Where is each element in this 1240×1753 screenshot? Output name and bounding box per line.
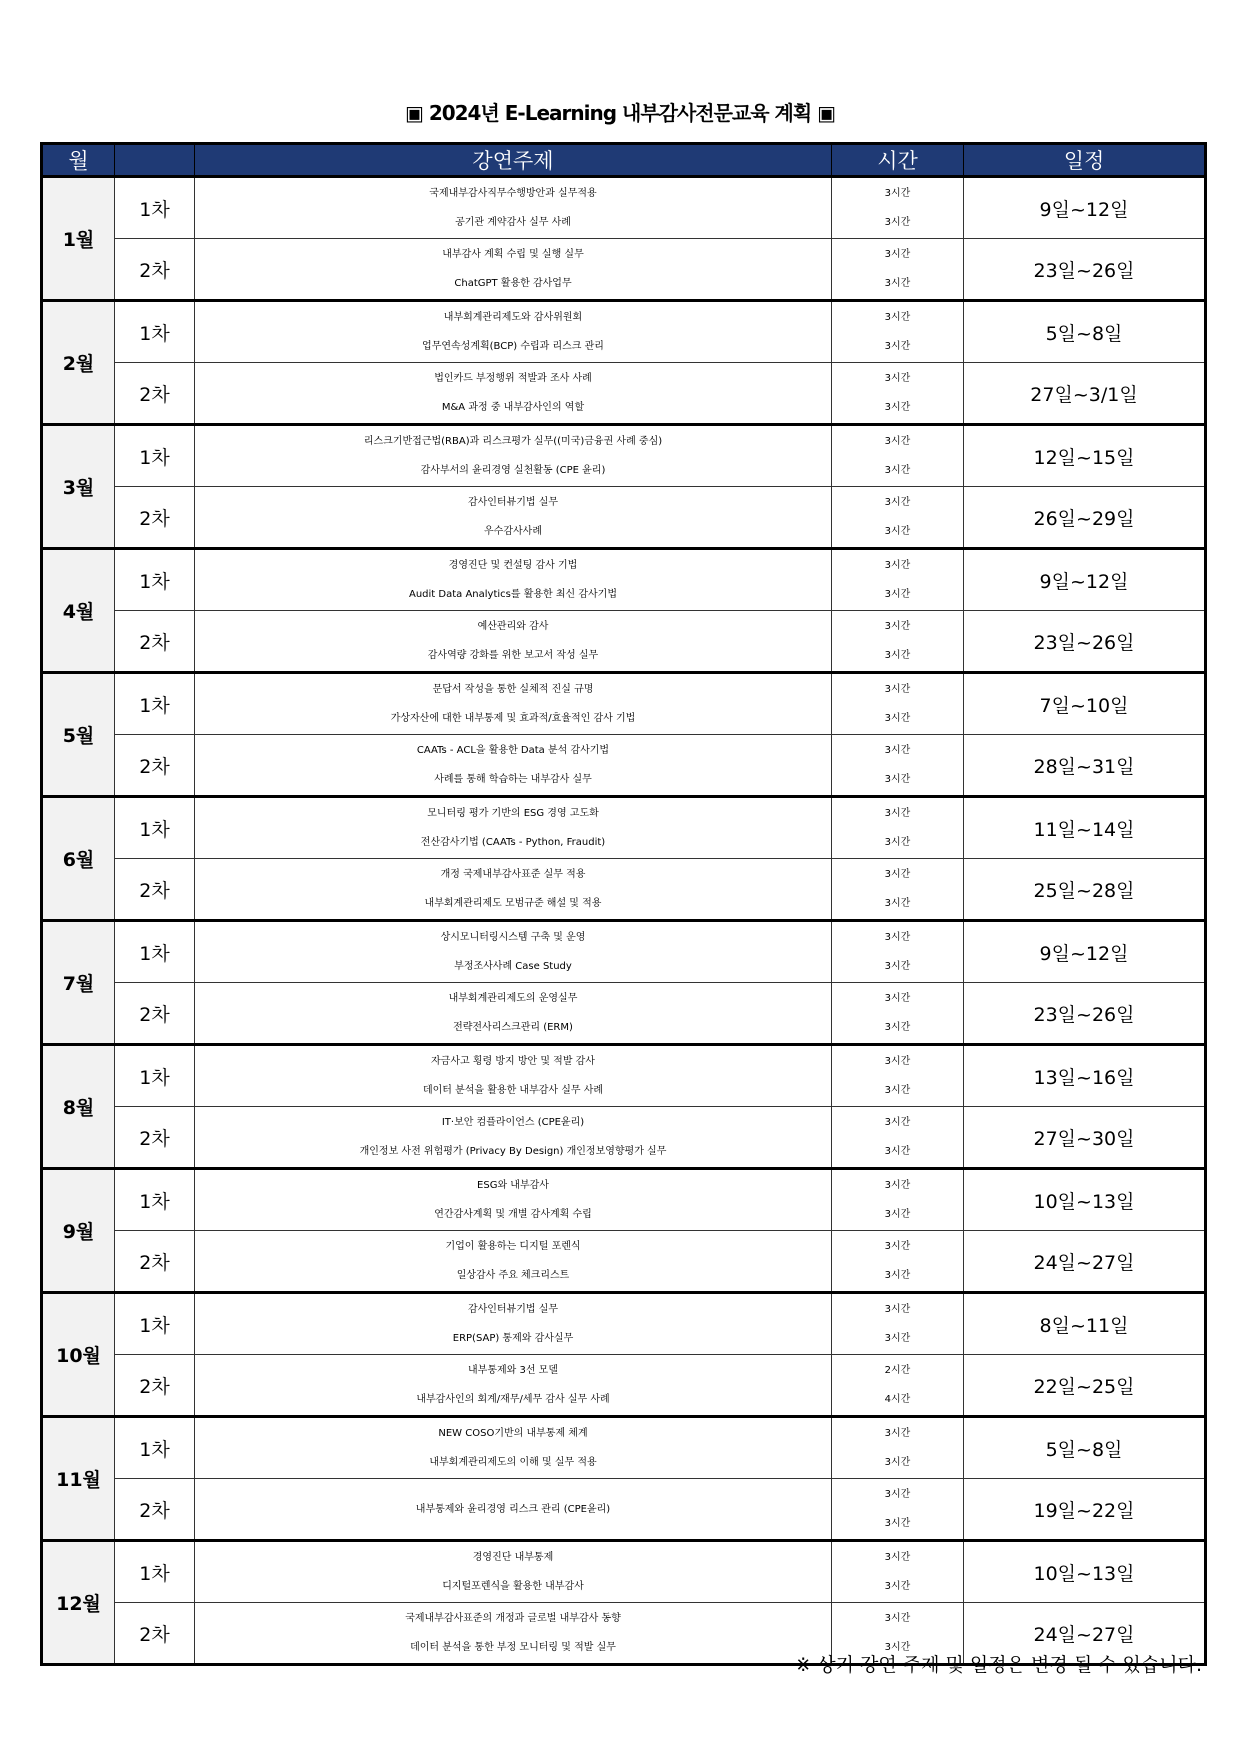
session-cell: 2차 [115, 1479, 195, 1541]
topic-cell [195, 363, 832, 425]
topic-line: 상시모니터링시스템 구축 및 운영 [440, 932, 586, 943]
time-line: 3시간 [884, 774, 911, 785]
time-line: 3시간 [884, 745, 911, 756]
time-cell [832, 177, 964, 239]
session-cell: 2차 [115, 1603, 195, 1665]
session-cell: 1차 [115, 1293, 195, 1355]
time-line: 3시간 [884, 497, 911, 508]
table-row [42, 425, 1206, 487]
topic-cell [195, 611, 832, 673]
session-cell: 2차 [115, 859, 195, 921]
session-cell: 2차 [115, 487, 195, 549]
table-row [42, 487, 1206, 549]
session-cell: 1차 [115, 921, 195, 983]
topic-line: 리스크기반접근법(RBA)과 리스크평가 실무((미국)금융권 사례 중심) [363, 436, 663, 447]
time-cell [832, 487, 964, 549]
date-cell: 12일~15일 [964, 425, 1206, 487]
time-line: 3시간 [884, 1085, 911, 1096]
month-cell: 11월 [42, 1417, 115, 1541]
date-cell: 28일~31일 [964, 735, 1206, 797]
table-row [42, 1169, 1206, 1231]
date-cell: 9일~12일 [964, 549, 1206, 611]
topic-line: 감사부서의 윤리경영 실천활동 (CPE 윤리) [420, 465, 606, 476]
table-row [42, 859, 1206, 921]
date-cell: 5일~8일 [964, 301, 1206, 363]
footnote: ※ 상기 강연 주제 및 일정은 변경 될 수 있습니다. [795, 1654, 1202, 1676]
topic-line: 일상감사 주요 체크리스트 [456, 1270, 570, 1281]
table-row [42, 1107, 1206, 1169]
month-cell: 4월 [42, 549, 115, 673]
topic-cell [195, 1479, 832, 1541]
topic-line: 내부감사인의 회계/재무/세무 감사 실무 사례 [416, 1394, 610, 1405]
session-cell: 2차 [115, 1231, 195, 1293]
time-cell [832, 1107, 964, 1169]
table-row [42, 1479, 1206, 1541]
time-cell [832, 983, 964, 1045]
topic-cell [195, 1169, 832, 1231]
time-cell [832, 301, 964, 363]
table-row [42, 1045, 1206, 1107]
time-cell [832, 1417, 964, 1479]
time-line: 3시간 [884, 589, 911, 600]
date-cell: 8일~11일 [964, 1293, 1206, 1355]
session-cell: 2차 [115, 983, 195, 1045]
time-line: 3시간 [884, 217, 911, 228]
topic-cell [195, 487, 832, 549]
header-schedule: 일정 [964, 144, 1206, 177]
time-line: 3시간 [884, 1333, 911, 1344]
topic-line: 내부감사 계획 수립 및 실행 실무 [442, 249, 584, 260]
table-row [42, 177, 1206, 239]
time-cell [832, 363, 964, 425]
time-line: 3시간 [884, 1304, 911, 1315]
time-line: 3시간 [884, 1489, 911, 1500]
time-line: 3시간 [884, 684, 911, 695]
topic-cell [195, 1107, 832, 1169]
month-cell: 9월 [42, 1169, 115, 1293]
topic-cell [195, 1603, 832, 1665]
time-line: 3시간 [884, 1270, 911, 1281]
session-cell: 1차 [115, 301, 195, 363]
date-cell: 24일~27일 [964, 1603, 1206, 1665]
table-row [42, 363, 1206, 425]
month-cell: 3월 [42, 425, 115, 549]
topic-line: ESG와 내부감사 [477, 1180, 549, 1191]
time-cell [832, 1231, 964, 1293]
table-row [42, 673, 1206, 735]
time-line: 3시간 [884, 249, 911, 260]
time-line: 3시간 [884, 526, 911, 537]
topic-line: M&A 과정 중 내부감사인의 역할 [441, 402, 585, 413]
topic-line: 우수감사사례 [484, 526, 542, 537]
time-line: 3시간 [884, 621, 911, 632]
month-cell: 2월 [42, 301, 115, 425]
time-line: 3시간 [884, 373, 911, 384]
date-cell: 23일~26일 [964, 983, 1206, 1045]
time-line: 3시간 [884, 1117, 911, 1128]
topic-line: 가상자산에 대한 내부통제 및 효과적/효율적인 감사 기법 [390, 713, 636, 724]
topic-line: 자금사고 횡령 방지 방안 및 적발 감사 [431, 1056, 595, 1067]
topic-line: 예산관리와 감사 [477, 621, 549, 632]
session-cell: 1차 [115, 1045, 195, 1107]
time-cell [832, 1293, 964, 1355]
topic-cell [195, 983, 832, 1045]
time-cell [832, 425, 964, 487]
table-row [42, 1541, 1206, 1603]
time-line: 3시간 [884, 837, 911, 848]
topic-cell [195, 177, 832, 239]
time-cell [832, 1355, 964, 1417]
topic-line: 내부통제와 윤리경영 리스크 관리 (CPE윤리) [415, 1503, 611, 1515]
time-line: 3시간 [884, 436, 911, 447]
topic-cell [195, 921, 832, 983]
time-line: 3시간 [884, 1642, 911, 1653]
topic-line: 사례를 통해 학습하는 내부감사 실무 [434, 774, 592, 785]
session-cell: 1차 [115, 1417, 195, 1479]
date-cell: 25일~28일 [964, 859, 1206, 921]
topic-line: ChatGPT 활용한 감사업무 [454, 278, 572, 289]
topic-line: 개정 국제내부감사표준 실무 적용 [440, 869, 586, 880]
topic-line: 감사인터뷰기법 실무 [467, 1304, 559, 1315]
schedule-body [42, 177, 1206, 1665]
topic-line: 내부회계관리제도와 감사위원회 [443, 312, 583, 323]
session-cell: 2차 [115, 611, 195, 673]
time-line: 3시간 [884, 713, 911, 724]
table-row [42, 983, 1206, 1045]
time-cell [832, 239, 964, 301]
month-cell: 5월 [42, 673, 115, 797]
topic-line: 데이터 분석을 통한 부정 모니터링 및 적발 실무 [410, 1642, 616, 1653]
time-line: 3시간 [884, 465, 911, 476]
session-cell: 2차 [115, 735, 195, 797]
topic-line: 문답서 작성을 통한 실체적 진실 규명 [432, 684, 594, 695]
time-line: 3시간 [884, 312, 911, 323]
session-cell: 1차 [115, 673, 195, 735]
topic-cell [195, 301, 832, 363]
session-cell: 2차 [115, 1355, 195, 1417]
topic-cell [195, 1045, 832, 1107]
header-round [115, 144, 195, 177]
time-cell [832, 1479, 964, 1541]
header-row [42, 144, 1206, 177]
table-row [42, 921, 1206, 983]
date-cell: 19일~22일 [964, 1479, 1206, 1541]
topic-line: 데이터 분석을 활용한 내부감사 실무 사례 [422, 1085, 604, 1096]
month-cell: 7월 [42, 921, 115, 1045]
time-cell [832, 673, 964, 735]
time-line: 3시간 [884, 993, 911, 1004]
table-row [42, 301, 1206, 363]
time-line: 3시간 [884, 1146, 911, 1157]
time-line: 3시간 [884, 650, 911, 661]
time-line: 3시간 [884, 808, 911, 819]
header-month: 월 [42, 144, 115, 177]
time-line: 3시간 [884, 1552, 911, 1563]
time-line: 3시간 [884, 1022, 911, 1033]
time-line: 3시간 [884, 341, 911, 352]
topic-line: 부정조사사례 Case Study [454, 961, 572, 972]
session-cell: 1차 [115, 425, 195, 487]
topic-line: 국제내부감사표준의 개정과 글로벌 내부감사 동향 [405, 1613, 621, 1624]
table-row [42, 239, 1206, 301]
time-line: 3시간 [884, 961, 911, 972]
topic-line: 전산감사기법 (CAATs - Python, Fraudit) [420, 837, 606, 848]
date-cell: 22일~25일 [964, 1355, 1206, 1417]
time-line: 3시간 [884, 932, 911, 943]
table-row [42, 611, 1206, 673]
topic-line: 전략전사리스크관리 (ERM) [453, 1022, 573, 1033]
month-cell: 1월 [42, 177, 115, 301]
time-line: 3시간 [884, 898, 911, 909]
time-line: 2시간 [884, 1365, 911, 1376]
topic-cell [195, 797, 832, 859]
time-line: 3시간 [884, 1428, 911, 1439]
topic-line: 내부회계관리제도 모범규준 해설 및 적용 [424, 898, 602, 909]
time-cell [832, 1541, 964, 1603]
topic-line: 국제내부감사직무수행방안과 실무적용 [429, 188, 597, 199]
topic-cell [195, 1293, 832, 1355]
topic-line: Audit Data Analytics를 활용한 최신 감사기법 [408, 589, 617, 600]
session-cell: 2차 [115, 239, 195, 301]
topic-cell [195, 549, 832, 611]
time-cell [832, 797, 964, 859]
table-row [42, 1417, 1206, 1479]
topic-line: NEW COSO기반의 내부통제 체계 [438, 1428, 588, 1439]
table-row [42, 797, 1206, 859]
topic-line: 감사인터뷰기법 실무 [467, 497, 559, 508]
session-cell: 1차 [115, 797, 195, 859]
topic-line: 개인정보 사전 위험평가 (Privacy By Design) 개인정보영향평가 실무 [359, 1146, 667, 1157]
topic-line: 내부회계관리제도의 운영실무 [448, 993, 578, 1004]
time-cell [832, 859, 964, 921]
topic-line: 연간감사계획 및 개별 감사계획 수립 [434, 1209, 592, 1220]
date-cell: 10일~13일 [964, 1169, 1206, 1231]
date-cell: 27일~3/1일 [964, 363, 1206, 425]
page-title: ▣ 2024년 E-Learning 내부감사전문교육 계획 ▣ [404, 101, 836, 125]
topic-cell [195, 673, 832, 735]
session-cell: 2차 [115, 363, 195, 425]
topic-line: 경영진단 내부통제 [472, 1552, 554, 1563]
topic-line: 디지털포렌식을 활용한 내부감사 [442, 1581, 584, 1592]
time-line: 3시간 [884, 560, 911, 571]
time-line: 3시간 [884, 402, 911, 413]
time-line: 3시간 [884, 1180, 911, 1191]
topic-line: 내부통제와 3선 모델 [468, 1365, 558, 1376]
month-cell: 10월 [42, 1293, 115, 1417]
table-row [42, 1355, 1206, 1417]
topic-cell [195, 1541, 832, 1603]
time-line: 3시간 [884, 188, 911, 199]
topic-cell [195, 1417, 832, 1479]
session-cell: 2차 [115, 1107, 195, 1169]
date-cell: 9일~12일 [964, 177, 1206, 239]
time-line: 3시간 [884, 278, 911, 289]
topic-line: 업무연속성계획(BCP) 수립과 리스크 관리 [422, 341, 604, 352]
date-cell: 23일~26일 [964, 611, 1206, 673]
month-cell: 8월 [42, 1045, 115, 1169]
time-cell [832, 611, 964, 673]
date-cell: 7일~10일 [964, 673, 1206, 735]
topic-line: 내부회계관리제도의 이해 및 실무 적용 [429, 1457, 597, 1468]
session-cell: 1차 [115, 1541, 195, 1603]
time-line: 3시간 [884, 1241, 911, 1252]
topic-line: 공기관 계약감사 실무 사례 [455, 217, 571, 228]
time-cell [832, 1169, 964, 1231]
topic-line: 기업이 활용하는 디지털 포렌식 [445, 1241, 581, 1252]
month-cell: 12월 [42, 1541, 115, 1665]
date-cell: 13일~16일 [964, 1045, 1206, 1107]
time-line: 3시간 [884, 1056, 911, 1067]
time-line: 3시간 [884, 1457, 911, 1468]
topic-cell [195, 859, 832, 921]
date-cell: 11일~14일 [964, 797, 1206, 859]
date-cell: 24일~27일 [964, 1231, 1206, 1293]
header-time: 시간 [832, 144, 964, 177]
table-row [42, 1293, 1206, 1355]
date-cell: 5일~8일 [964, 1417, 1206, 1479]
month-cell: 6월 [42, 797, 115, 921]
topic-line: 모니터링 평가 기반의 ESG 경영 고도화 [427, 808, 599, 819]
session-cell: 1차 [115, 177, 195, 239]
time-line: 3시간 [884, 869, 911, 880]
topic-line: 감사역량 강화를 위한 보고서 작성 실무 [427, 650, 599, 661]
time-line: 3시간 [884, 1518, 911, 1529]
time-line: 4시간 [884, 1394, 911, 1405]
time-line: 3시간 [884, 1613, 911, 1624]
date-cell: 9일~12일 [964, 921, 1206, 983]
time-line: 3시간 [884, 1581, 911, 1592]
table-row [42, 735, 1206, 797]
time-line: 3시간 [884, 1209, 911, 1220]
time-cell [832, 549, 964, 611]
session-cell: 1차 [115, 1169, 195, 1231]
time-cell [832, 735, 964, 797]
topic-cell [195, 1231, 832, 1293]
topic-cell [195, 1355, 832, 1417]
date-cell: 27일~30일 [964, 1107, 1206, 1169]
date-cell: 26일~29일 [964, 487, 1206, 549]
topic-line: ERP(SAP) 통제와 감사실무 [452, 1333, 574, 1344]
topic-line: CAATs - ACL을 활용한 Data 분석 감사기법 [416, 745, 610, 756]
time-cell [832, 921, 964, 983]
topic-cell [195, 239, 832, 301]
schedule-table [40, 142, 1207, 1666]
header-topic: 강연주제 [195, 144, 832, 177]
topic-cell [195, 425, 832, 487]
table-row [42, 1231, 1206, 1293]
topic-cell [195, 735, 832, 797]
date-cell: 10일~13일 [964, 1541, 1206, 1603]
session-cell: 1차 [115, 549, 195, 611]
table-row [42, 549, 1206, 611]
date-cell: 23일~26일 [964, 239, 1206, 301]
time-cell [832, 1045, 964, 1107]
topic-line: 경영진단 및 컨설팅 감사 기법 [448, 560, 578, 571]
topic-line: 법인카드 부정행위 적발과 조사 사례 [434, 373, 592, 384]
topic-line: IT·보안 컴플라이언스 (CPE윤리) [441, 1117, 585, 1128]
